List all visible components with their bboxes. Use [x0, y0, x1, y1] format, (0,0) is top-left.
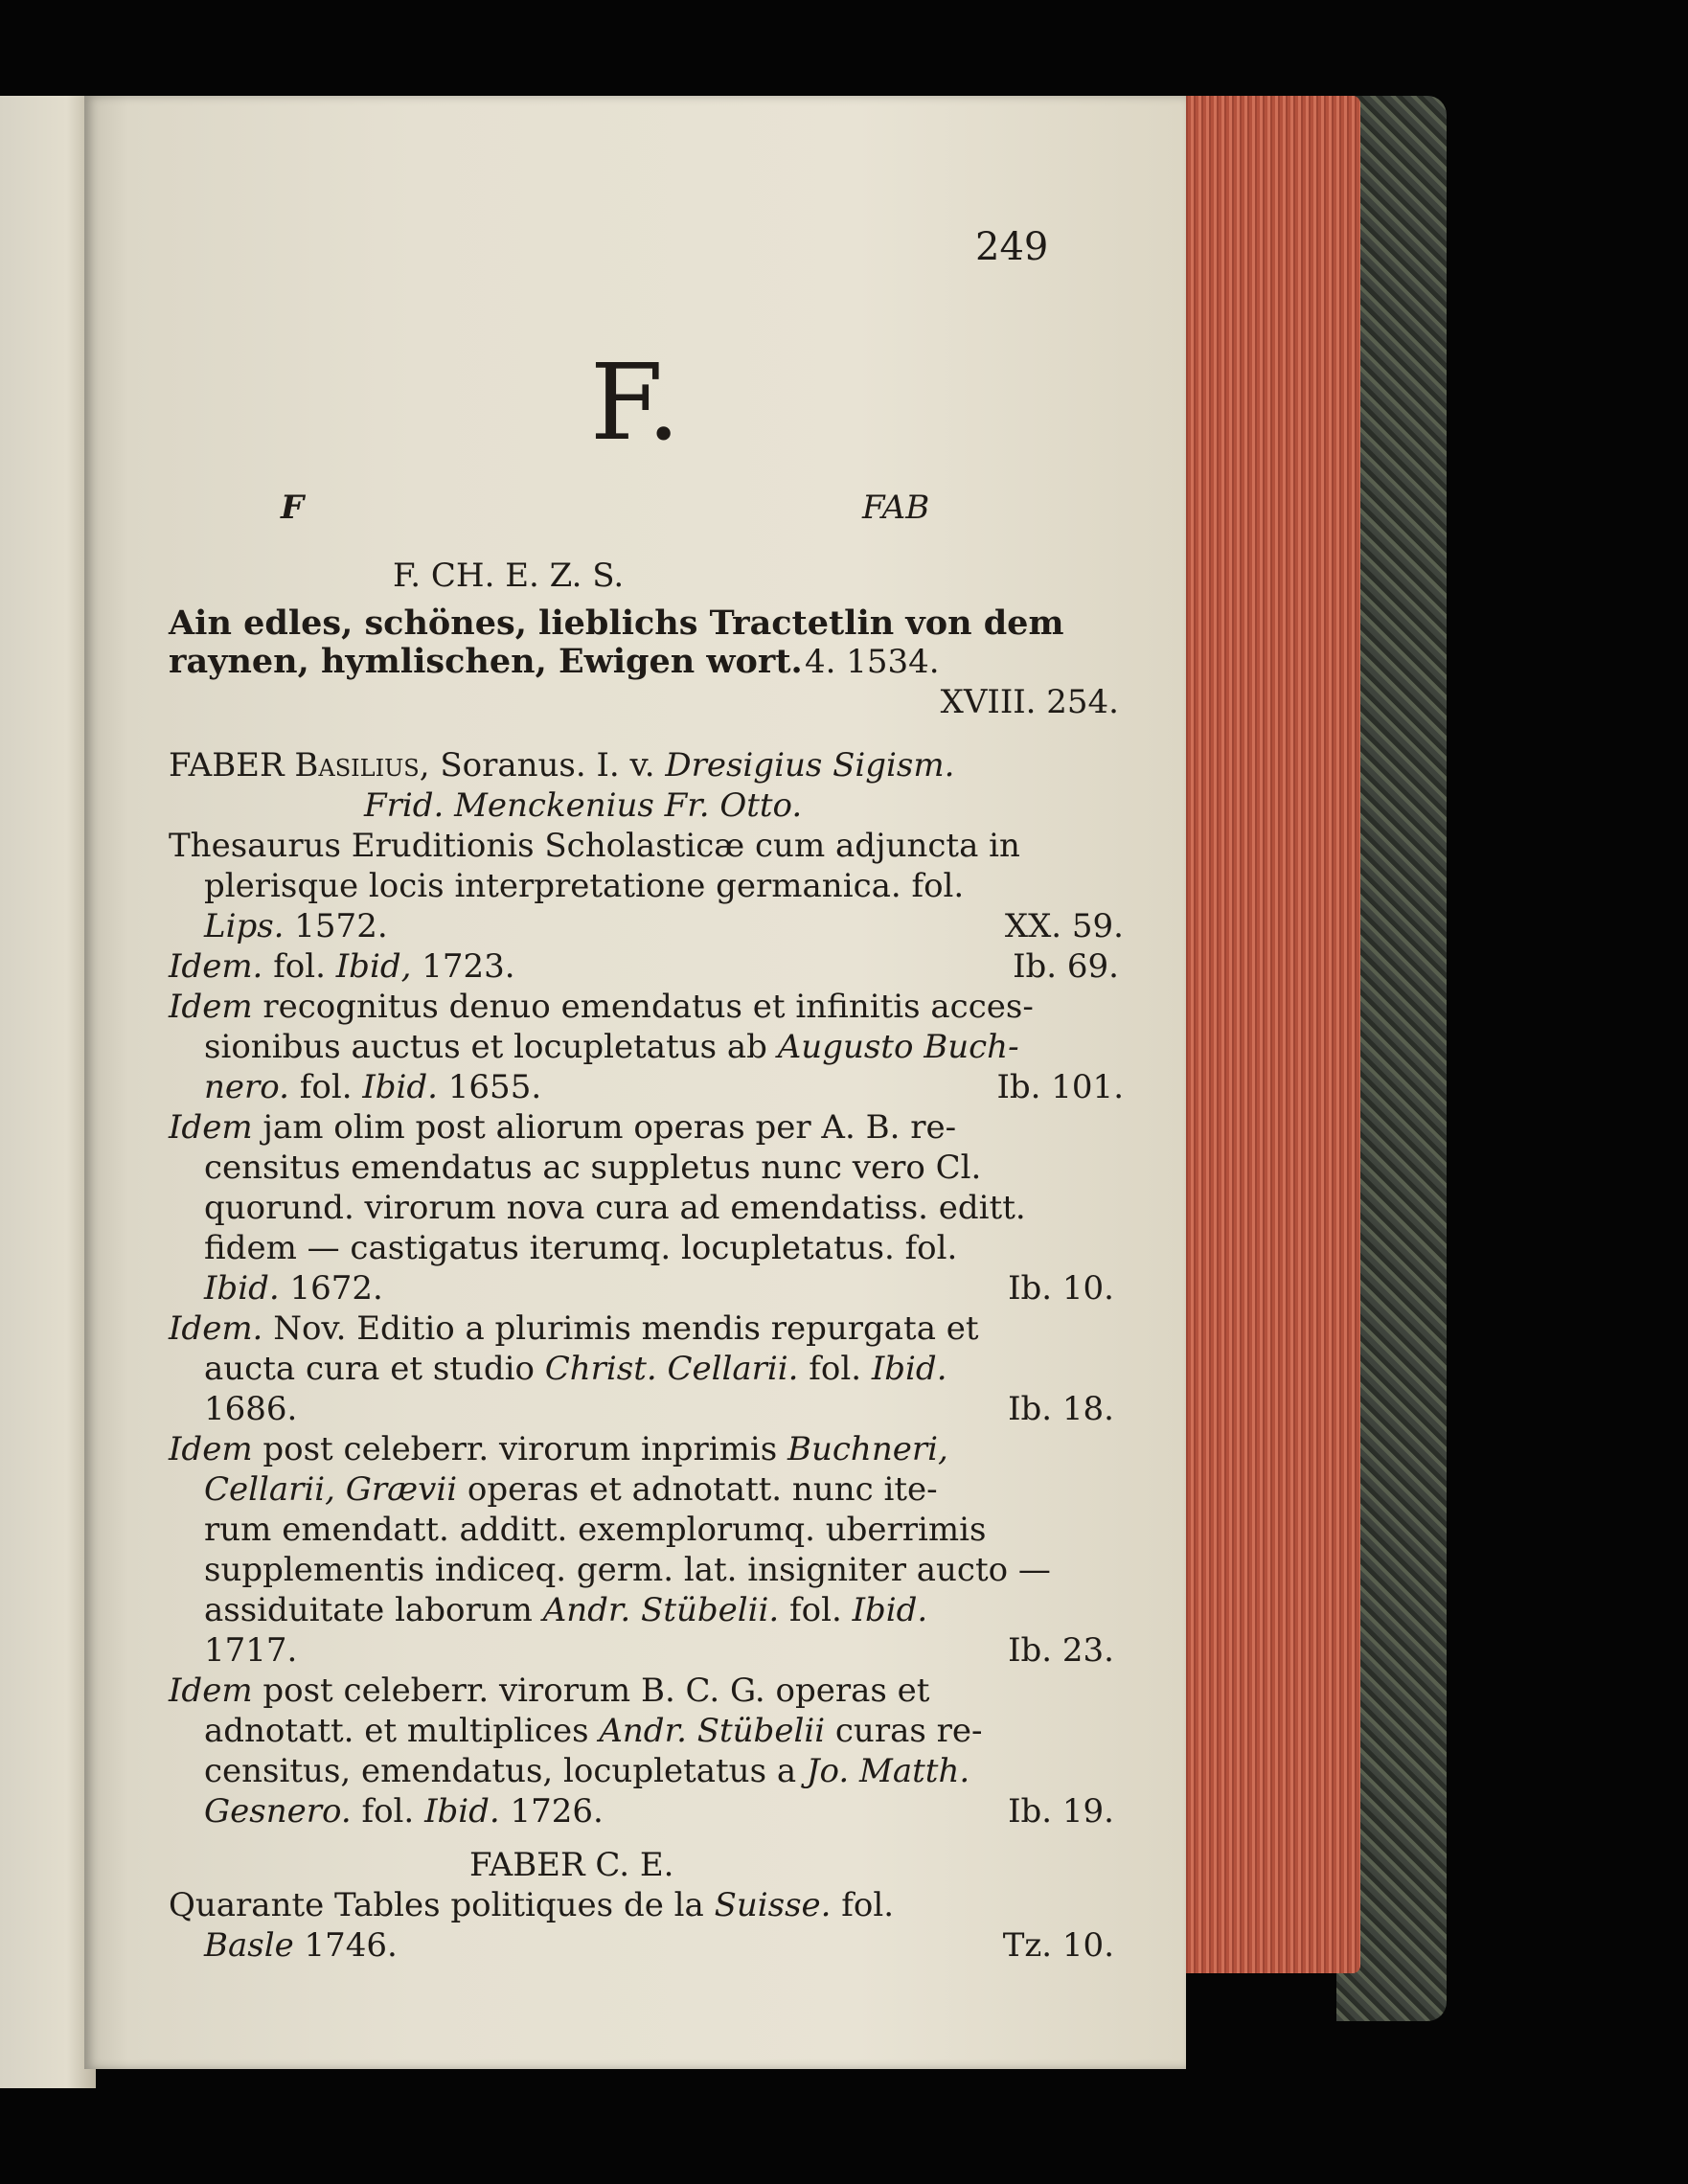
entry-text: rum emendatt. additt. exemplorumq. uberrimis: [204, 1511, 987, 1549]
idem-label: Idem: [169, 1108, 253, 1147]
left-page-edge: [0, 96, 96, 2088]
imprint-place: Ibid.: [852, 1591, 928, 1629]
entry-text: [204, 1469, 938, 1510]
entry-reference: Ib. 69.: [1013, 947, 1119, 986]
entry-text: [204, 1751, 969, 1791]
entry-text: [204, 1027, 1019, 1067]
idem-label: Idem.: [169, 1309, 263, 1348]
entry-imprint: [204, 1925, 398, 1966]
section-letter: F.: [589, 341, 681, 464]
imprint-place: Ibid.: [362, 1068, 438, 1106]
entry-line: adnotatt. et multiplices: [204, 1712, 589, 1750]
imprint-place: Ibid.: [424, 1792, 500, 1831]
entry-line: Nov. Editio a plurimis mendis repurgata et: [273, 1309, 979, 1348]
running-head-right: FAB: [862, 489, 930, 527]
person-name: nero.: [204, 1068, 289, 1106]
entry-text: [169, 1885, 894, 1925]
author-heading: [169, 745, 954, 785]
imprint-place: Ibid.: [871, 1350, 947, 1388]
entry-text: [169, 1308, 979, 1349]
book-page: [84, 96, 1186, 2069]
imprint-place: Lips.: [204, 907, 285, 945]
imprint-year: 1686.: [204, 1390, 298, 1428]
person-name: Augusto Buch-: [777, 1028, 1019, 1066]
entry-text: plerisque locis interpretatione germanica. fol.: [204, 867, 965, 905]
entry-line: operas et adnotatt. nunc ite-: [467, 1470, 938, 1509]
page-number: 249: [975, 225, 1049, 269]
format: fol.: [273, 947, 326, 986]
entry-text: [169, 946, 515, 987]
entry-text: [204, 1711, 982, 1751]
imprint-year: 1672.: [289, 1269, 383, 1308]
entry-reference: Ib. 23.: [1008, 1631, 1114, 1670]
entry-line: aucta cura et studio: [204, 1350, 535, 1388]
entry-line: curas re-: [834, 1712, 983, 1750]
format: fol.: [361, 1792, 415, 1831]
person-name: Cellarii, Grævii: [204, 1470, 458, 1509]
entry-line: censitus, emendatus, locupletatus a: [204, 1752, 797, 1790]
author-heading: FABER C. E.: [469, 1846, 674, 1884]
entry-line: sionibus auctus et locupletatus ab: [204, 1028, 767, 1066]
imprint-year: 1572.: [294, 907, 388, 945]
person-name: Gesnero.: [204, 1792, 352, 1831]
idem-label: Idem: [169, 988, 253, 1026]
imprint-year: 1723.: [422, 947, 515, 986]
running-head-left: F: [281, 489, 305, 527]
person-name: Jo. Matth.: [806, 1752, 970, 1790]
entry-text: [169, 1107, 956, 1148]
author-first-name: Basilius: [294, 746, 420, 785]
entry-line: jam olim post aliorum operas per A. B. re-: [262, 1108, 957, 1147]
entry-text: fidem — castigatus iterumq. locupletatus. fol.: [204, 1229, 958, 1267]
author-details: , Soranus. I. v.: [419, 746, 655, 785]
entry-heading: F. CH. E. Z. S.: [393, 557, 625, 595]
person-name: Andr. Stübelii: [599, 1712, 826, 1750]
entry-text: quorund. virorum nova cura ad emendatiss. editt.: [204, 1189, 1026, 1227]
entry-imprint: [204, 1067, 541, 1107]
entry-line: assiduitate laborum: [204, 1591, 533, 1629]
imprint-place: Ibid,: [335, 947, 412, 986]
person-name: Andr. Stübelii.: [542, 1591, 780, 1629]
entry-line: post celeberr. virorum inprimis: [262, 1430, 778, 1468]
imprint-year: 1655.: [447, 1068, 542, 1106]
author-name: FABER: [169, 746, 285, 785]
idem-label: Idem: [169, 1430, 253, 1468]
format: fol.: [789, 1591, 842, 1629]
imprint-year: 1746.: [304, 1926, 398, 1965]
entry-reference: XVIII. 254.: [940, 683, 1119, 721]
imprint-place: Basle: [204, 1926, 294, 1965]
cross-reference: Dresigius Sigism.: [665, 746, 955, 785]
entry-text: [204, 1590, 927, 1630]
entry-imprint: [204, 1268, 383, 1308]
format: fol.: [841, 1886, 895, 1924]
imprint-year: 1717.: [204, 1631, 298, 1670]
person-name: Buchneri,: [787, 1430, 948, 1468]
entry-imprint: [204, 1791, 604, 1831]
entry-reference: Tz. 10.: [1002, 1926, 1114, 1965]
entry-text: [169, 1429, 948, 1469]
entry-text: [204, 1349, 947, 1389]
entry-imprint: [204, 906, 388, 946]
format: fol.: [299, 1068, 353, 1106]
entry-line: post celeberr. virorum B. C. G. operas et: [262, 1672, 930, 1710]
cross-reference: Frid. Menckenius Fr. Otto.: [364, 786, 803, 825]
entry-line: Quarante Tables politiques de la: [169, 1886, 704, 1924]
entry-reference: Ib. 19.: [1008, 1792, 1114, 1831]
imprint-place: Ibid.: [204, 1269, 280, 1308]
entry-reference: Ib. 10.: [1008, 1269, 1114, 1308]
entry-format: 4. 1534.: [805, 643, 940, 681]
idem-label: Idem.: [169, 947, 263, 986]
entry-text: raynen, hymlischen, Ewigen wort.: [169, 642, 803, 681]
entry-text: [169, 1671, 929, 1711]
entry-reference: Ib. 18.: [1008, 1390, 1114, 1428]
entry-line: recognitus denuo emendatus et infinitis acces-: [262, 988, 1034, 1026]
place-name: Suisse.: [714, 1886, 832, 1924]
entry-reference: Ib. 101.: [996, 1068, 1124, 1106]
entry-reference: XX. 59.: [1004, 907, 1124, 945]
entry-text: supplementis indiceq. germ. lat. insigniter aucto —: [204, 1551, 1051, 1589]
idem-label: Idem: [169, 1672, 253, 1710]
format: fol.: [809, 1350, 862, 1388]
entry-text: Ain edles, schönes, lieblichs Tractetlin von dem: [169, 603, 1064, 643]
entry-text: censitus emendatus ac suppletus nunc vero Cl.: [204, 1149, 982, 1187]
page-block-edge: [1180, 96, 1360, 1973]
entry-text: Thesaurus Eruditionis Scholasticæ cum adjuncta in: [169, 827, 1020, 865]
entry-text: [169, 987, 1034, 1027]
imprint-year: 1726.: [510, 1792, 604, 1831]
person-name: Christ. Cellarii.: [544, 1350, 799, 1388]
